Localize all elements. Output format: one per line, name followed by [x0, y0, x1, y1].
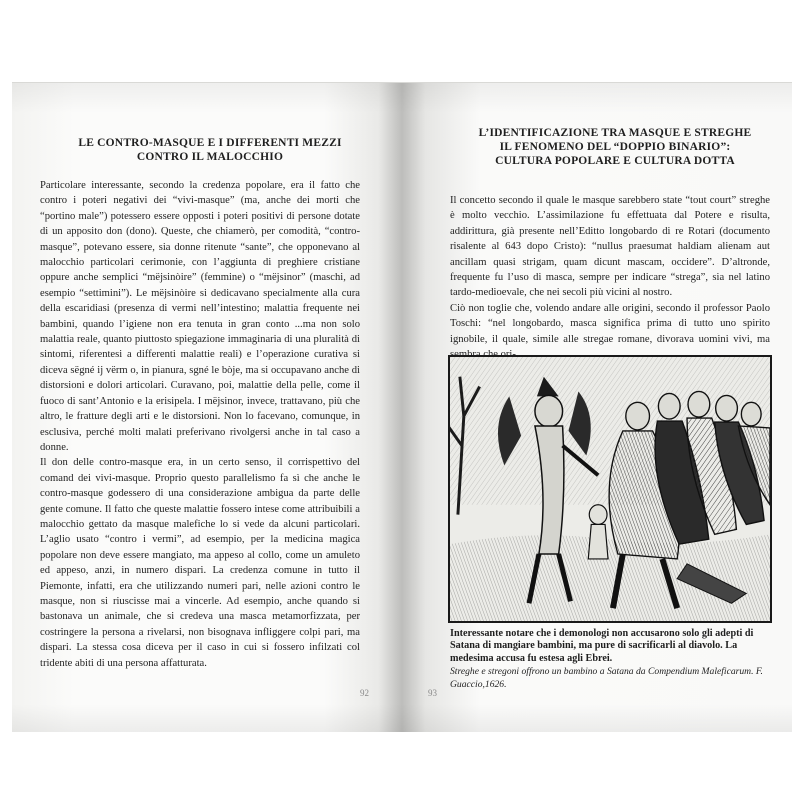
- right-page-body: [450, 193, 770, 362]
- illustration-caption: [450, 628, 780, 691]
- right-page-heading: [460, 126, 770, 168]
- right-paragraph-1: Il concetto secondo il quale le masque sarebbero state “tout court” streghe è molto vecchio. L’assimilazione fu effettuata dal Potere e risulta, addirittura, già presente nell’Editto longobardo di re Rotari (documento risalente al 643 dopo Cristo): “nullus praesumat haldiam alienam aut ancillam quasi strigam, quam dicunt mascam, occidere”. D’altronde, frequente fu l’uso di masca, sempre per indicare “strega”, sia nel latino tardo-medioevale, che nei secoli più vicini al nostro.: [450, 195, 770, 299]
- left-page-number: 92: [360, 688, 369, 698]
- right-page-number: 93: [428, 688, 437, 698]
- right-heading-line-3: CULTURA POPOLARE E CULTURA DOTTA: [495, 155, 735, 167]
- right-paragraph-2: Ciò non toglie che, volendo andare alle origini, secondo il professor Paolo Toschi: “nel longobardo, masca significa prima di tutto uno spirito ignobile, il quale, simile alle stregae romane, divorava uomini vivi, ma: [450, 302, 770, 345]
- left-page-heading: [60, 136, 360, 164]
- left-paragraph-2: Il don delle contro-masque era, in un certo senso, il corrispettivo del comand dei vivi-masque. Proprio questo parallelismo fa sì che anche le contro-masque godessero di una considerazione ambigua da parte delle gente comune. Il fatto che queste malattie fossero intese come attribuibili a malocchio gettato da masque malefiche lo si vede da alcuni particolari. L’aglio usato “contro i vermi”, ad esempio, per la medicina magica popolare non deve essere mangiato, ma appeso al collo, come un amuleto ed appeso, anzi, in numero dispari. La credenza comune in tutto il Piemonte, infatti, era che utilizzando numeri pari, nelle azioni contro le masque, non si riuscisse mai a vincerle. Ad esempio, anche quando si bastonava un animale, che si credeva una masca metamorfizzata, per costringere la persona a rivelarsi, non bisognava infliggere colpi pari, ma dispari. La stessa cosa diceva per il caso in cui si fossero infilzati col tridente abiti di una persona affatturata.: [40, 457, 360, 669]
- caption-bold-text: Interessante notare che i demonologi non accusarono solo gli adepti di Satana di mangiare bambini, ma pure di sacrificarli al diavolo. La medesima accusa fu estesa agli Ebrei.: [450, 628, 754, 664]
- right-heading-line-1: L’IDENTIFICAZIONE TRA MASQUE E STREGHE: [478, 127, 752, 139]
- caption-italic-text: Streghe e stregoni offrono un bambino a Satana da Compendium Maleficarum. F. Guaccio,1626.: [450, 666, 763, 690]
- woodcut-illustration: [448, 355, 772, 623]
- left-page-body: [40, 178, 360, 671]
- left-heading-line-2: CONTRO IL MALOCCHIO: [136, 151, 284, 163]
- woodcut-drawing: [450, 357, 770, 621]
- left-paragraph-1: Particolare interessante, secondo la credenza popolare, era il fatto che contro i poteri negativi dei “vivi-masque” (ma, anche dei morti che “portino male”) potessero essere opposti i poteri positivi di persone dotate di un apposito don (dono). Queste, che chiamerò, per comodità, “contro-masque”, potevano essere, sia donne ritenute “sante”, che opponevano al malocchio particolari cerimonie, con l’aggiunta di preghiere cristiane oppure anche semplici “mëjsinòire” (femmine) o “mëjsinor” (maschi, ad esempio “settimini”). Le mëjsinòire si dedicavano specialmente alla cura della escaridiasi (presenza di vermi nell’intestino; malattia frequente nei bambini, quando l’igiene non era tenuta in gran conto ...ma non solo malattia reale, quanto piuttosto spiegazione immaginaria di una pluralità di sintomi, riferentesi a differenti malattie reali) e l’operazione curativa si diceva sëgné ij vërm o, in pianura, sgné le bòje, ma si occupavano anche di distorsioni e dolori articolari. Curavano, poi, malattie della pelle, come il fuoco di sant’Antonio e la erisipela. I mëjsinor, invece, trattavano, più che altro, le fratture degli arti e le distorsioni. Non lo facevano, comunque, in esclusiva, perché molti malati preferivano rivolgersi anche in tal caso a donne.: [40, 180, 360, 453]
- right-heading-line-2: IL FENOMENO DEL “DOPPIO BINARIO”:: [499, 141, 731, 153]
- left-heading-line-1: LE CONTRO-MASQUE E I DIFFERENTI MEZZI: [78, 137, 342, 149]
